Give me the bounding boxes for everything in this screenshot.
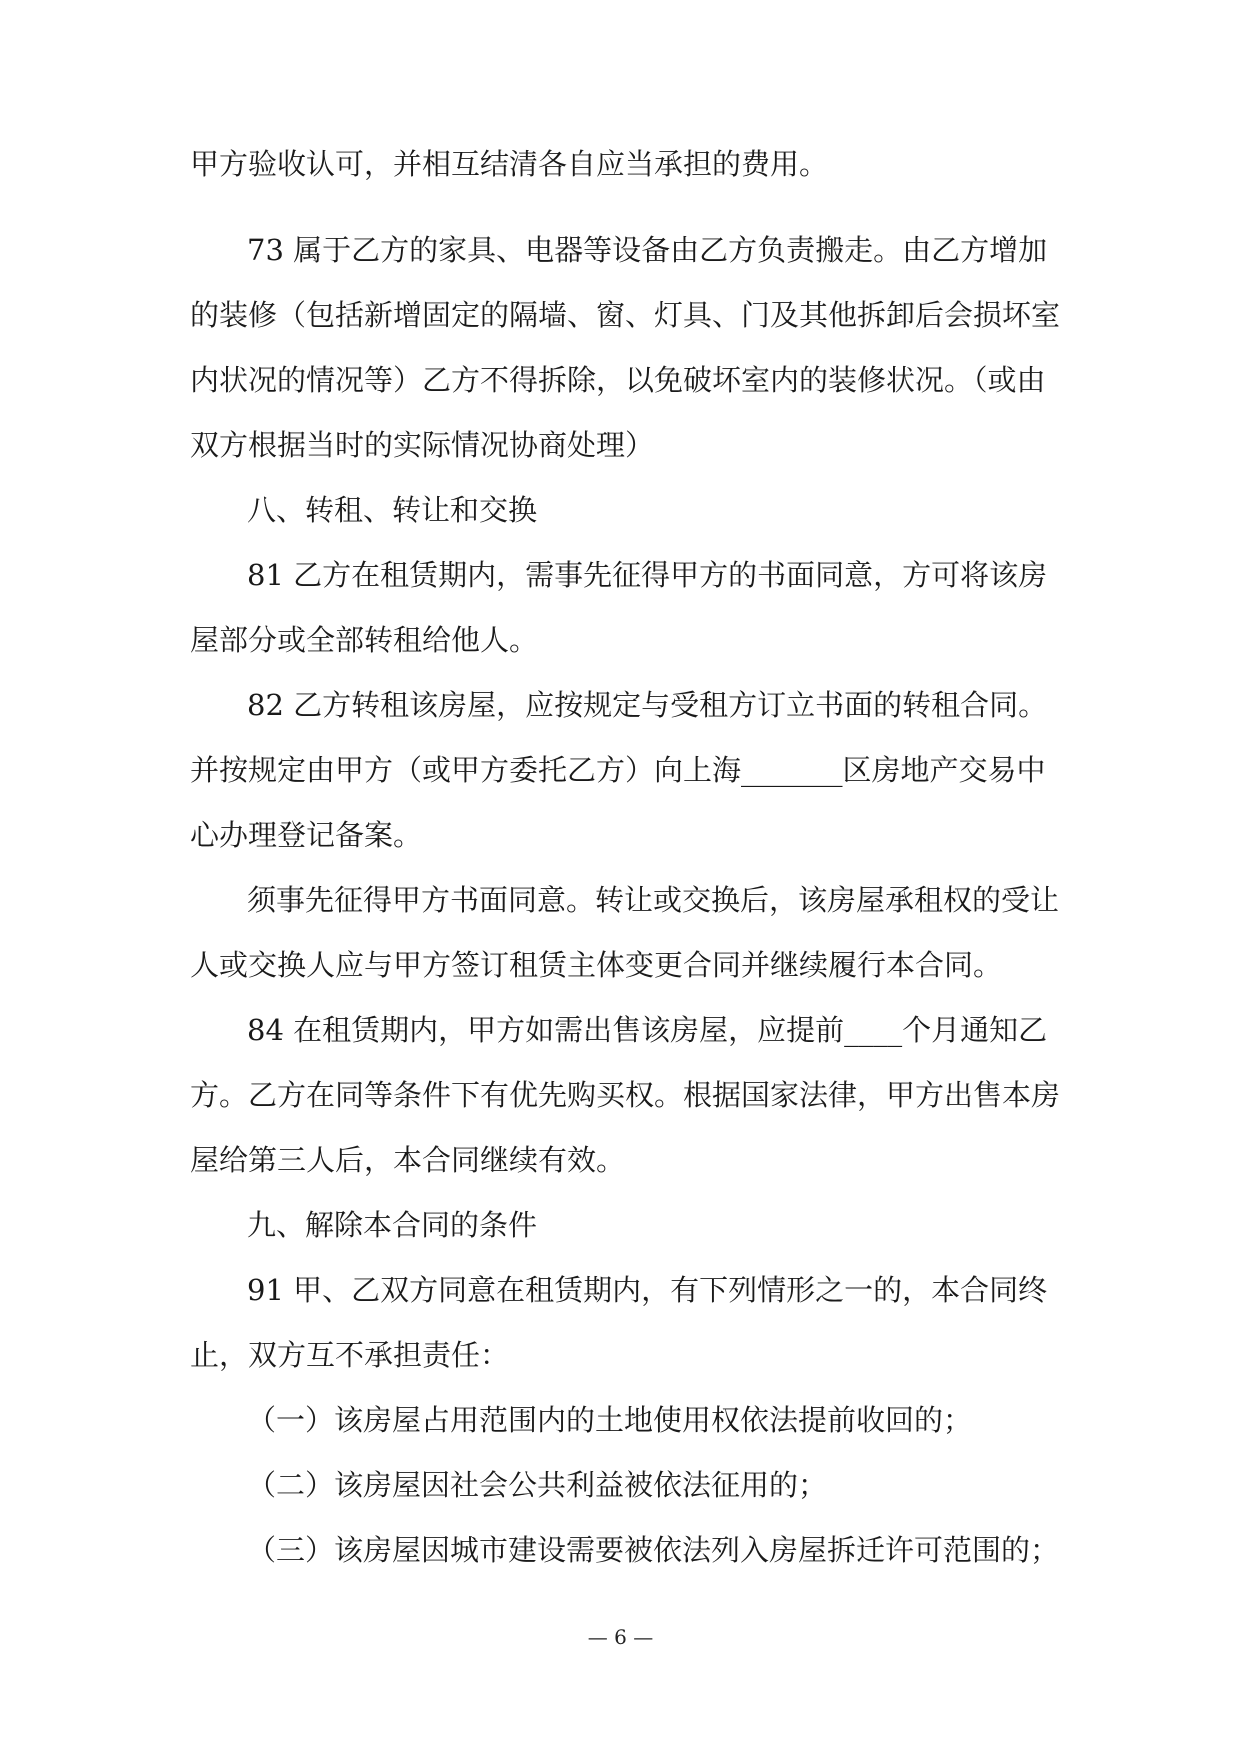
text-line: 84 在租赁期内，甲方如需出售该房屋，应提前____个月通知乙 bbox=[247, 1013, 1048, 1047]
text-line: 人或交换人应与甲方签订租赁主体变更合同并继续履行本合同。 bbox=[190, 948, 1003, 982]
text-line: 的装修（包括新增固定的隔墙、窗、灯具、门及其他拆卸后会损坏室 bbox=[190, 298, 1061, 332]
section-heading: 八、转租、转让和交换 bbox=[247, 493, 538, 527]
text-line: 并按规定由甲方（或甲方委托乙方）向上海_______区房地产交易中 bbox=[190, 753, 1046, 787]
text-line: 91 甲、乙双方同意在租赁期内，有下列情形之一的，本合同终 bbox=[247, 1273, 1048, 1307]
list-item: （二）该房屋因社会公共利益被依法征用的； bbox=[247, 1468, 828, 1502]
text-line: 心办理登记备案。 bbox=[190, 818, 423, 852]
list-item: （三）该房屋因城市建设需要被依法列入房屋拆迁许可范围的； bbox=[247, 1533, 1060, 1567]
text-line: 屋部分或全部转租给他人。 bbox=[190, 623, 539, 657]
section-heading: 九、解除本合同的条件 bbox=[247, 1208, 538, 1242]
text-line: 须事先征得甲方书面同意。转让或交换后，该房屋承租权的受让 bbox=[247, 883, 1060, 917]
text-line: 内状况的情况等）乙方不得拆除，以免破坏室内的装修状况。（或由 bbox=[190, 363, 1046, 397]
text-line: 甲方验收认可，并相互结清各自应当承担的费用。 bbox=[190, 147, 829, 181]
text-line: 双方根据当时的实际情况协商处理） bbox=[190, 428, 655, 462]
list-item: （一）该房屋占用范围内的土地使用权依法提前收回的； bbox=[247, 1403, 973, 1437]
text-line: 止，双方互不承担责任： bbox=[190, 1338, 510, 1372]
text-line: 81 乙方在租赁期内，需事先征得甲方的书面同意，方可将该房 bbox=[247, 558, 1048, 592]
text-line: 方。乙方在同等条件下有优先购买权。根据国家法律，甲方出售本房 bbox=[190, 1078, 1061, 1112]
page-number: — 6 — bbox=[587, 1625, 654, 1649]
text-line: 73 属于乙方的家具、电器等设备由乙方负责搬走。由乙方增加 bbox=[247, 233, 1048, 267]
text-line: 82 乙方转租该房屋，应按规定与受租方订立书面的转租合同。 bbox=[247, 688, 1048, 722]
text-line: 屋给第三人后，本合同继续有效。 bbox=[190, 1143, 626, 1177]
